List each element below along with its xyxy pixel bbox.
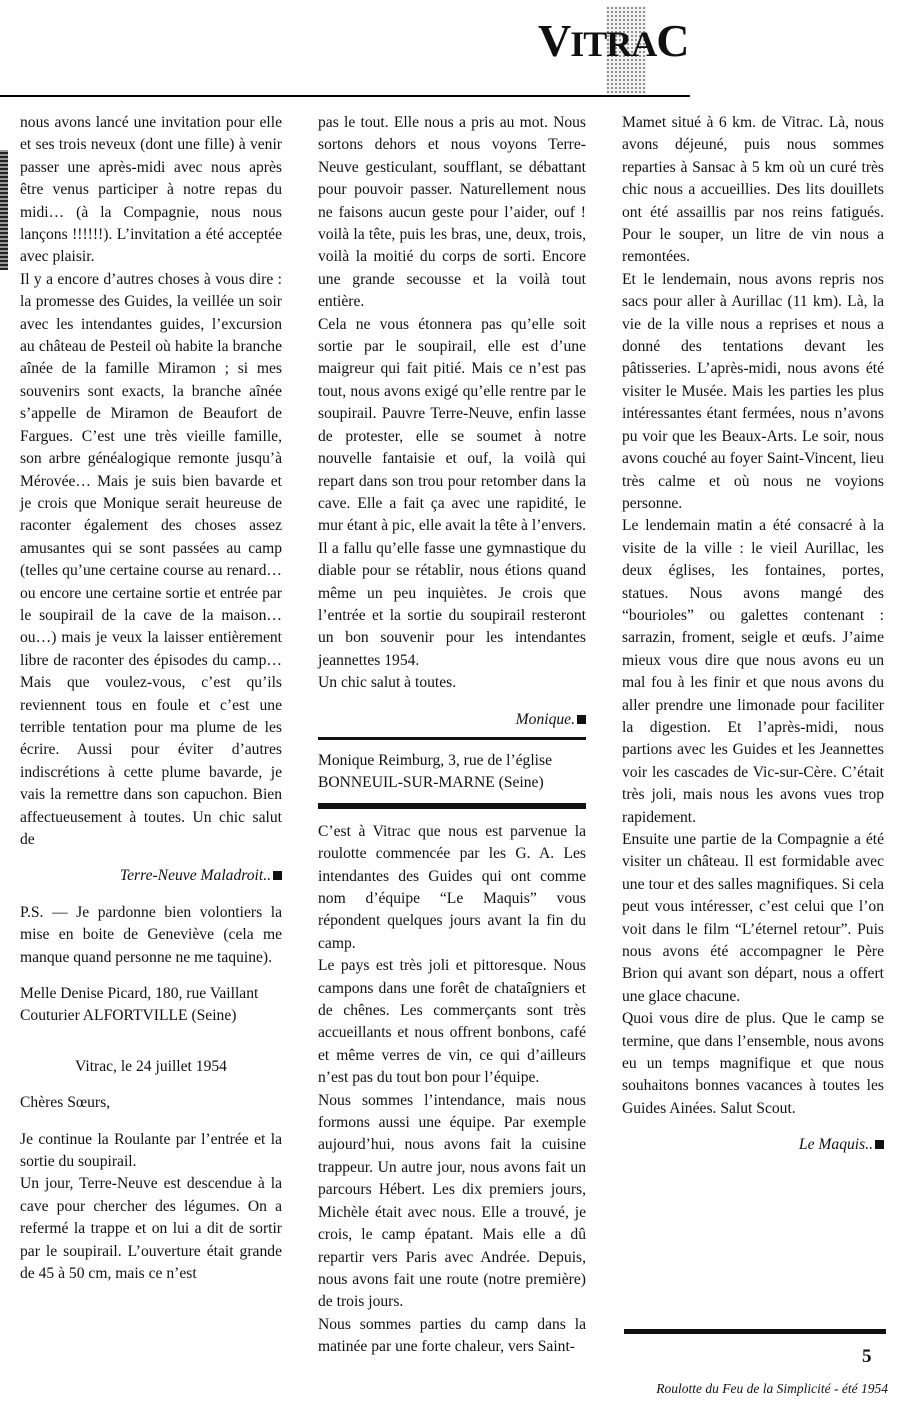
- page-number: 5: [862, 1346, 872, 1367]
- paragraph: Ensuite une partie de la Compagnie a été visiter un château. Il est formidable avec une tour et des salles magnifiques. Si cela peut vous intéresser, c’est celui que l’on voit dans le film “L’éternel retour”. Puis nous avons été accompagner le Père Brion qui avant son départ, nous a offert une glace chacune.: [622, 831, 884, 1005]
- paragraph: Mamet situé à 6 km. de Vitrac. Là, nous avons déjeuné, puis nous sommes reparties à Sansac à 5 km où un curé très chic nous a accueillies. Des lits douillets ont été assaillis par nos reins fatigués. Pour le souper, un litre de vin nous a remontées.: [622, 114, 884, 266]
- paragraph: Le pays est très joli et pittoresque. Nous campons dans une forêt de chataîgniers et de chênes. Les commerçants sont très accueillants et nous offrent bonbons, café et même verres de vin, ce qui d’ailleurs n’est pas du tout bon pour l’équipe.: [318, 957, 586, 1087]
- column-2: [318, 112, 586, 1359]
- footer-rule: [624, 1329, 886, 1334]
- end-square-icon: [273, 871, 282, 880]
- header-rule: [0, 95, 690, 97]
- postscript: P.S. — Je pardonne bien volontiers la mise en boite de Geneviève (cela me manque quand personne ne me taquine).: [20, 903, 282, 966]
- paragraph: Nous sommes parties du camp dans la matinée par une forte chaleur, vers Saint-: [318, 1315, 586, 1356]
- title-letter-v: V: [538, 15, 571, 66]
- address-line: Monique Reimburg, 3, rue de l’église: [318, 751, 553, 769]
- paragraph: Je continue la Roulante par l’entrée et la sortie du soupirail.: [20, 1130, 282, 1171]
- paragraph: C’est à Vitrac que nous est parvenue la roulotte commencée par les G. A. Les intendantes des Guides qui ont comme nom d’équipe “Le Maquis” vous répondent quelques jours avant la fin du camp.: [318, 822, 586, 952]
- paragraph: Il y a encore d’autres choses à vous dire : la promesse des Guides, la veillée un soir avec les intendantes guides, l’excursion au château de Pesteil où habite la branche aînée de la famille Miramon ; si mes souvenirs sont exacts, la branche aînée s’appelle de Miramon de Beaufort de Fargues. C’est une très vieille famille, son arbre généalogique remonte jusqu’à Mérovée… Mais je suis bien bavarde et je crois que Monique serait heureuse de raconter également des choses assez amusantes qui se sont passées au camp (telles qu’une certaine course au renard… ou encore une certaine sortie et entrée par le soupirail de la cave de la maison… ou…) mais je veux la laisser entièrement libre de raconter des épisodes du camp… Mais que voulez-vous, c’est qu’ils reviennent tous en foule et c’est une terrible tentation pour ma plume de les écrire. Aussi pour éviter d’autres indiscrétions à cette plume bavarde, je vais la remettre dans son capuchon. Bien affectueusement à toutes. Un chic salut de: [20, 270, 282, 848]
- divider: [318, 737, 586, 740]
- title-letters-itra: ITRA: [570, 24, 657, 64]
- signature: Le Maquis..: [622, 1134, 884, 1156]
- paragraph: nous avons lancé une invitation pour elle et ses trois neveux (dont une fille) à venir passer une après-midi avec nous après être venus participer à notre repas du midi… (à la Compagnie, nous nous lançons !!!!!!). L’invitation a été acceptée avec plaisir.: [20, 114, 282, 266]
- left-edge-bar: [0, 150, 8, 270]
- end-square-icon: [875, 1140, 884, 1149]
- publication-footer: Roulotte du Feu de la Simplicité - été 1954: [656, 1381, 888, 1396]
- paragraph: Nous sommes l’intendance, mais nous formons aussi une équipe. Par exemple aujourd’hui, nous avons fait la cuisine trappeur. Un autre jour, nous avons fait un parcours Hébert. Les dix premiers jours, Michèle était avec nous. Elle a trouvé, je crois, le camp épatant. Mais elle a dû repartir vers Paris avec Andrée. Depuis, nous avons fait une route (notre première) de trois jours.: [318, 1091, 586, 1311]
- divider: [318, 803, 586, 809]
- signature: Monique.: [318, 709, 586, 731]
- address-line: BONNEUIL-SUR-MARNE (Seine): [318, 774, 544, 792]
- paragraph: Le lendemain matin a été consacré à la visite de la ville : le vieil Aurillac, les deux églises, les fontaines, portes, statues. Nous avons mangé des “bourioles” ou galettes contenant : sarrazin, froment, seigle et œufs. J’aime mieux vous dire que nous avons eu un mal fou à les finir et que nous avons du aller prendre une limonade pour faciliter la digestion. Et l’après-midi, nous partions avec les Guides et les Jeannettes voir les cascades de Vic-sur-Cère. C’était très joli, mais nous les avons vues trop rapidement.: [622, 517, 884, 826]
- paragraph: Un jour, Terre-Neuve est descendue à la cave pour chercher des légumes. On a refermé la trappe et on lui a dit de sortir par le soupirail. L’ouverture était grande de 45 à 50 cm, mais ce n’est: [20, 1175, 282, 1283]
- address-line: Melle Denise Picard, 180, rue Vaillant: [20, 985, 259, 1003]
- title-letter-c: C: [656, 15, 689, 66]
- end-square-icon: [577, 715, 586, 724]
- dateline: Vitrac, le 24 juillet 1954: [75, 1057, 227, 1075]
- column-1: [20, 112, 282, 1286]
- paragraph: Un chic salut à toutes.: [318, 674, 457, 692]
- greeting: Chères Sœurs,: [20, 1094, 111, 1112]
- signature: Terre-Neuve Maladroit..: [20, 865, 282, 887]
- section-title: [538, 4, 688, 94]
- paragraph: Cela ne vous étonnera pas qu’elle soit sortie par le soupirail, elle est d’une maigreur qui fait pitié. Mais ce n’est pas tout, nous avons exigé qu’elle rentre par le soupirail. Pauvre Terre-Neuve, enfin lasse de protester, elle se soumet à notre nouvelle fantaisie et ouf, la voilà qui repart dans son trou pour retomber dans la cave. Elle a fait ça avec une rapidité, le mur étant à pic, elle avait la tête à l’envers. Il a fallu qu’elle fasse une gymnastique du diable pour se rétablir, nous étions quand même un peu inquiètes. Je crois que l’entrée et la sortie du soupirail resteront un bon souvenir pour les intendantes jeannettes 1954.: [318, 315, 586, 669]
- paragraph: Et le lendemain, nous avons repris nos sacs pour aller à Aurillac (11 km). Là, la vie de la ville nous a reprises et nous a donné des tentations devant les pâtisseries. L’après-midi, nous avons été visiter le Musée. Mais les parties les plus intéressantes étant fermées, nous n’avons pu voir que les Beaux-Arts. Le soir, nous avons couché au foyer Saint-Vincent, lieu très calme et où nous ne voyions personne.: [622, 270, 884, 512]
- paragraph: Quoi vous dire de plus. Que le camp se termine, que dans l’ensemble, nous avons eu un temps magnifique et que nous souhaitons bonnes vacances à toutes les Guides Ainées. Salut Scout.: [622, 1010, 884, 1117]
- address-line: Couturier ALFORTVILLE (Seine): [20, 1007, 237, 1025]
- paragraph: pas le tout. Elle nous a pris au mot. Nous sortons dehors et nous voyons Terre-Neuve gesticulant, soufflant, se débattant pour pouvoir passer. Naturellement nous ne faisons aucun geste pour l’aider, ouf ! voilà la tête, puis les bras, une, deux, trois, voilà la moitié du corps de sorti. Encore une grande secousse et la voilà tout entière.: [318, 114, 586, 311]
- column-3: [622, 112, 884, 1157]
